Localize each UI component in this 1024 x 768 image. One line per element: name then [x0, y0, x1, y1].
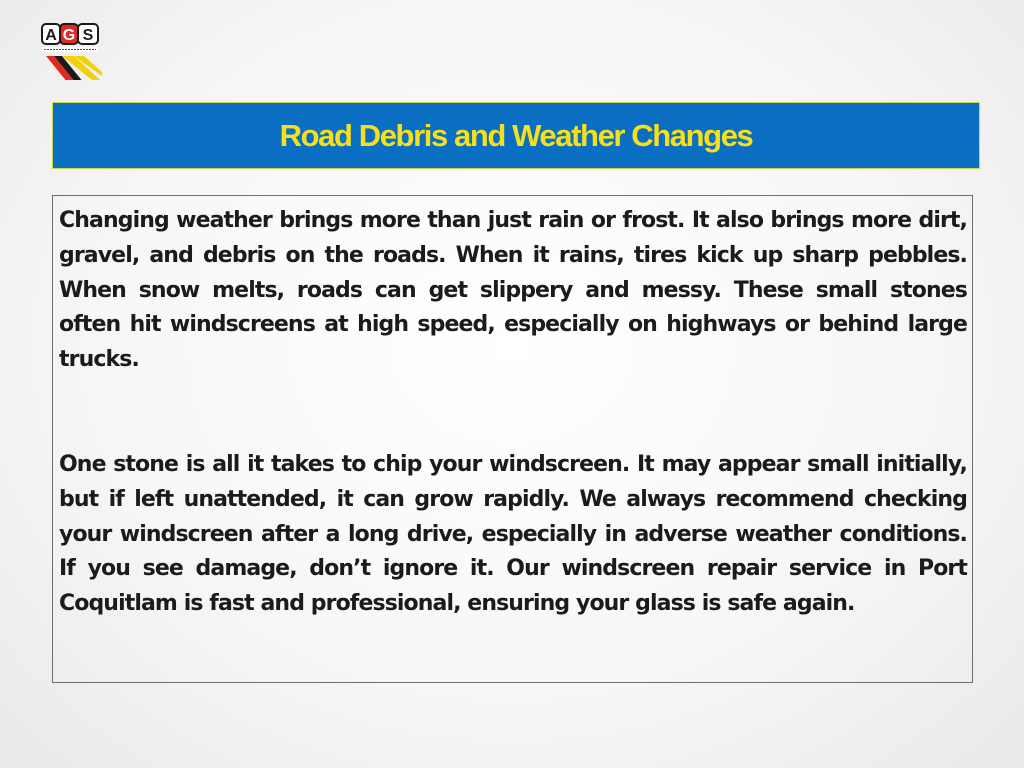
paragraph-weather-debris: Changing weather brings more than just rain or frost. It also brings more dirt, gravel, and debris on the roads. When it rains, tires kick up sharp pebbles. When snow melts, roads can get slippery and messy. These small stones often hit windscreens at high speed, especially on highways or behind large trucks.: [59, 208, 967, 373]
title-banner: [52, 102, 980, 169]
company-logo: [40, 16, 104, 80]
svg-text:S: S: [82, 27, 94, 44]
ags-logo-icon: [40, 16, 104, 80]
content-box: [52, 195, 973, 683]
svg-text:G: G: [62, 27, 76, 44]
paragraph-windscreen-repair: One stone is all it takes to chip your windscreen. It may appear small initially, but if left unattended, it can grow rapidly. We always recommend checking your windscreen after a long drive, especially in adverse weather conditions. If you see damage, don’t ignore it. Our windscreen repair service in Port Coquitlam is fast and professional, ensuring your glass is safe again.: [59, 451, 967, 617]
page-title: Road Debris and Weather Changes: [279, 117, 753, 153]
svg-text:A: A: [45, 27, 57, 44]
